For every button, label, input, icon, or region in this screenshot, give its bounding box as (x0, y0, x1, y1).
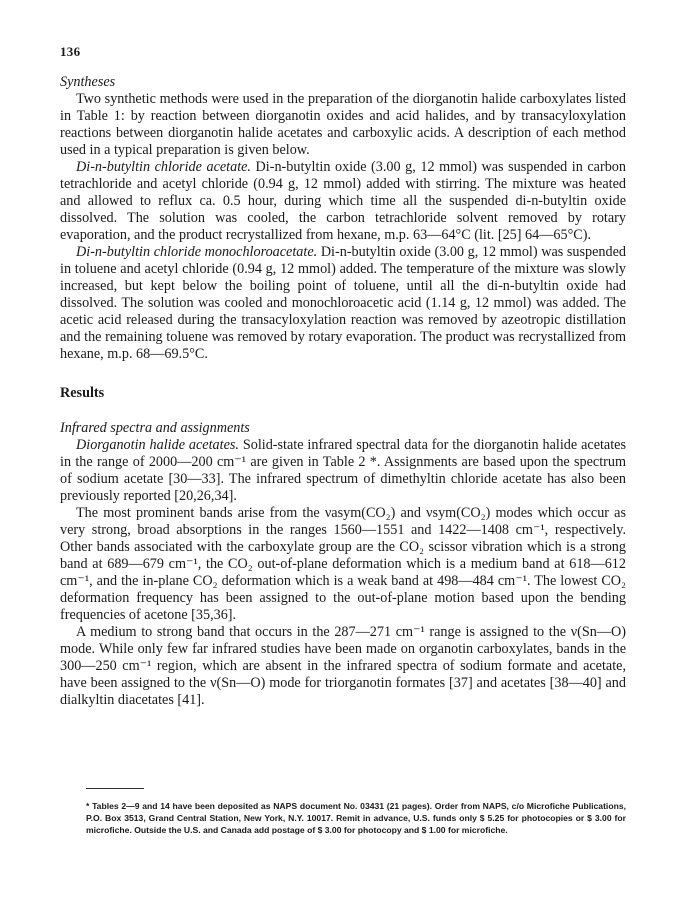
footnote: * Tables 2—9 and 14 have been deposited as NAPS document No. 03431 (21 pages). Order from NAPS, c/o Microfiche Publications, P.O. Box 3513, Grand Central Station, New York, N.Y. 10017. Remit in advance, U.S. funds only $ 5.25 for photocopies or $ 3.00 for microfiche. Outside the U.S. and Canada add postage of $ 3.00 for photocopy and $ 1.00 for microfiche. (86, 801, 626, 835)
results-paragraph-3: A medium to strong band that occurs in the 287—271 cm⁻¹ range is assigned to the ν(Sn—O) mode. While only few far infrared studies have been made on organotin carboxylates, bands in the 300—250 cm⁻¹ region, which are absent in the infrared spectra of sodium formate and acetate, have been assigned to the ν(Sn—O) mode for triorganotin formates [37] and acetates [38—40] and dialkyltin diacetates [41]. (60, 624, 626, 708)
results-p1-text: Solid-state infrared spectral data for the diorganotin halide acetates in the range of 2000—200 cm⁻¹ are given in Table 2 *. Assignments are based upon the spectrum of sodium acetate [30—33]. The infrared spectrum of dimethyltin chloride acetate has also been previously reported [20,26,34]. (60, 437, 626, 504)
page-number: 136 (60, 44, 81, 59)
body-text (60, 74, 626, 709)
footnote-rule (86, 788, 144, 789)
infrared-subheading: Infrared spectra and assignments (60, 420, 250, 436)
method2-title: Di-n-butyltin chloride monochloroacetate. (76, 244, 318, 260)
method2-paragraph (60, 244, 626, 363)
acetates-title: Diorganotin halide acetates. (76, 437, 239, 453)
results-heading: Results (60, 385, 105, 401)
syntheses-heading: Syntheses (60, 74, 116, 90)
results-paragraph-1 (60, 437, 626, 505)
method1-text: Di-n-butyltin oxide (3.00 g, 12 mmol) was suspended in carbon tetrachloride and acetyl chloride (0.94 g, 12 mmol) added with stirring. The mixture was heated and allowed to reflux ca. 0.5 hour, during which time all the suspended di-n-butyltin oxide dissolved. The solution was cooled, the carbon tetrachloride solvent removed by rotary evaporation, and the product recrystallized from hexane, m.p. 63—64°C (lit. [25] 64—65°C). (60, 159, 626, 243)
method2-text: Di-n-butyltin oxide (3.00 g, 12 mmol) was suspended in toluene and acetyl chloride (0.94 g, 12 mmol) added. The temperature of the mixture was slowly increased, but kept below the boiling point of toluene, until all the di-n-butyltin oxide had dissolved. The solution was cooled and monochloroacetic acid (1.14 g, 12 mmol) was added. The acetic acid released during the transacyloxylation reaction was removed by azeotropic distillation and the remaining toluene was removed by rotary evaporation. The product was recrystallized from hexane, m.p. 68—69.5°C. (60, 244, 627, 362)
method1-paragraph (60, 159, 626, 244)
results-paragraph-2: The most prominent bands arise from the νasym(CO₂) and νsym(CO₂) modes which occur as very strong, broad absorptions in the ranges 1560—1551 and 1422—1408 cm⁻¹, respectively. Other bands associated with the carboxylate group are the CO₂ scissor vibration which is a strong band at 689—679 cm⁻¹, the CO₂ out-of-plane deformation which is a medium band at 618—612 cm⁻¹, and the in-plane CO₂ deformation which is a weak band at 498—484 cm⁻¹. The lowest CO₂ deformation frequency has been assigned to the out-of-plane motion based upon the bending frequencies of acetone [35,36]. (60, 505, 626, 623)
method1-title: Di-n-butyltin chloride acetate. (76, 159, 251, 175)
syntheses-intro: Two synthetic methods were used in the preparation of the diorganotin halide carboxylates listed in Table 1: by reaction between diorganotin oxides and acid halides, and by transacyloxylation reactions between diorganotin halide acetates and carboxylic acids. A description of each method used in a typical preparation is given below. (60, 91, 626, 158)
